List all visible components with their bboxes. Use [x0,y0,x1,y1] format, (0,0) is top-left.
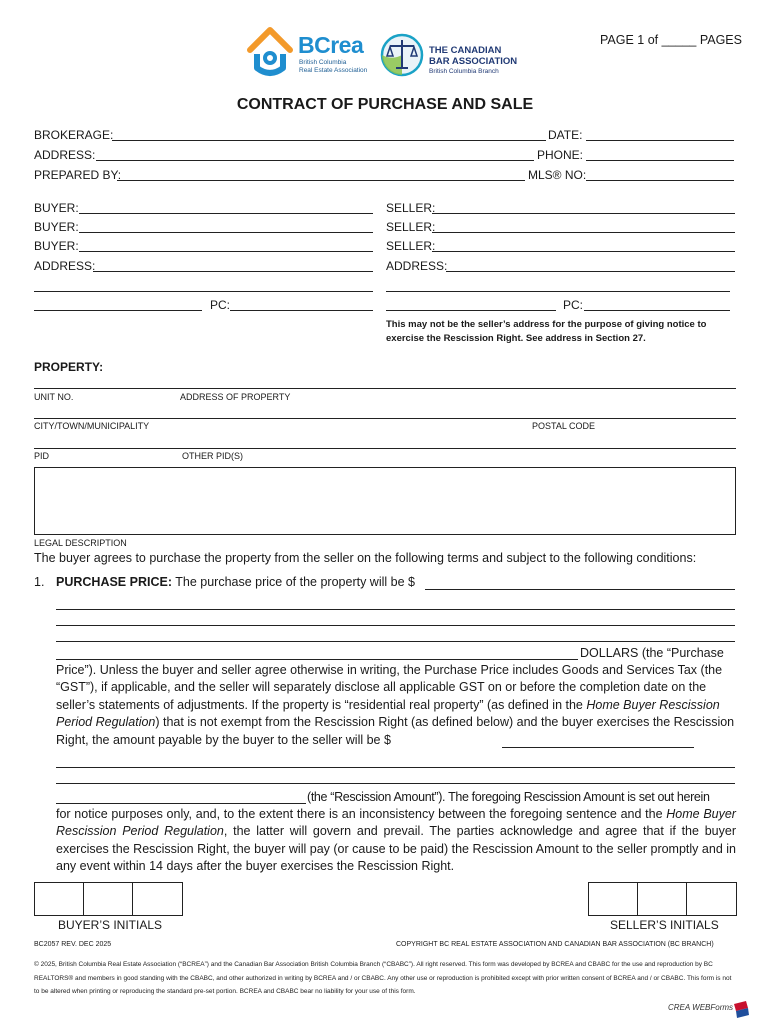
city-label: CITY/TOWN/MUNICIPALITY [34,421,150,431]
seller-city-line [386,310,556,311]
section-heading: PURCHASE PRICE: [56,575,172,589]
purchase-price-text: The purchase price of the property will be $ [175,575,415,589]
cba-line-1: THE CANADIAN [429,45,502,56]
seller-initials-box-3[interactable] [686,882,737,916]
address-label: ADDRESS: [34,148,96,162]
seller-initials-box-2[interactable] [637,882,687,916]
price-words-field-1[interactable] [58,594,733,608]
date-line [586,140,734,141]
city-field[interactable] [36,404,516,418]
buyer-3-field[interactable] [81,237,371,251]
bcrea-subtitle-1: British Columbia [299,59,347,66]
legal-description-label: LEGAL DESCRIPTION [34,538,127,548]
section-number: 1. [34,575,45,589]
page-count: PAGE 1 of _____ PAGES [600,33,742,47]
purchase-price-line [425,589,735,590]
buyer-initials-box-2[interactable] [83,882,133,916]
brokerage-field[interactable] [114,126,544,140]
bcrea-wordmark: BCrea [298,32,364,58]
prepared-by-line [117,180,525,181]
seller-1-line [432,213,735,214]
cba-line-3: British Columbia Branch [429,68,499,75]
address-line [96,160,534,161]
bcrea-house-icon [246,24,296,80]
rescission-words-line-1 [56,767,735,768]
price-words-line-4 [56,659,578,660]
seller-address-field[interactable] [448,257,733,271]
agreement-intro: The buyer agrees to purchase the property from the seller on the following terms and subject to the following conditions: [34,551,697,565]
webforms-flag-icon [732,1000,750,1020]
buyer-city-field[interactable] [36,296,200,310]
seller-address-field-2[interactable] [388,277,728,291]
legal-description-box[interactable] [34,467,736,535]
other-pids-label: OTHER PID(S) [182,451,244,461]
brokerage-line [112,140,546,141]
buyer-1-line [79,213,373,214]
seller-2-line [432,232,735,233]
property-line-1 [34,388,736,389]
page-title: CONTRACT OF PURCHASE AND SALE [236,96,534,113]
seller-3-field[interactable] [434,237,733,251]
property-heading: PROPERTY: [34,360,104,374]
rescission-paragraph [56,806,736,876]
seller-initials-boxes [588,882,737,916]
cba-logo [380,32,520,82]
seller-pc-label: PC: [563,298,584,312]
buyer-address-field-2[interactable] [36,277,371,291]
crea-webforms-logo [668,1000,752,1022]
price-words-line-3 [56,641,735,642]
seller-address-line-2 [386,291,730,292]
buyer-address-line-2 [34,291,373,292]
property-address-field[interactable] [180,374,734,388]
buyer-initials-boxes [34,882,183,916]
rescission-words-line-2 [56,783,735,784]
buyer-initials-box-1[interactable] [34,882,84,916]
pid-label: PID [34,451,50,461]
buyer-initials-box-3[interactable] [132,882,183,916]
buyer-2-label: BUYER: [34,220,79,234]
property-address-label: ADDRESS OF PROPERTY [180,392,291,402]
prepared-by-label: PREPARED BY: [34,168,122,182]
property-line-3 [34,448,736,449]
buyer-2-line [79,232,373,233]
rescission-words-field-1[interactable] [58,752,733,766]
other-pids-field[interactable] [182,434,734,448]
rescission-para-italic: Home Buyer Rescission Period Regulation [56,807,736,839]
seller-initials-label: SELLER’S INITIALS [610,918,719,932]
bcrea-logo [246,24,378,80]
rescission-amount-line [502,747,694,748]
seller-3-label: SELLER: [386,239,436,253]
seller-address-label: ADDRESS: [386,259,448,273]
price-para-text-1: Price”). Unless the buyer and seller agree otherwise in writing, the Purchase Price includes Goods and Services Tax (the “GST”), if applicable, and the seller will separately disclose all applicable GST on or before the completion date on the seller’s statements of adjustments. If the property is “residential real property” (as defined in the [56,663,723,712]
seller-pc-line [584,310,730,311]
seller-address-line [446,271,735,272]
seller-2-label: SELLER: [386,220,436,234]
dollars-label: DOLLARS (the “Purchase [580,646,724,660]
buyer-city-line [34,310,202,311]
footer-disclaimer: © 2025, British Columbia Real Estate Association (“BCREA”) and the Canadian Bar Association British Columbia Branch (“CBABC”). All right reserved. This form was developed by BCREA and CBABC for the use and reproduction by BC REALTORS® and members in good standing with the CBABC, and other authorized in writing by BCREA and / or CBABC. Any other use or reproduction is prohibited except with prior written consent of BCREA and / or CBABC. This form is not to be altered when printing or reproducing the standard pre-set portion. BCREA and CBABC bear no liability for your use of this form. [34,961,732,995]
rescission-amount-field[interactable] [504,733,692,747]
mls-label: MLS® NO: [528,168,587,182]
buyer-address-line [93,271,373,272]
seller-city-field[interactable] [388,296,554,310]
purchase-price-lead [56,574,415,591]
price-para-italic: Home Buyer Rescission Period Regulation [56,697,720,730]
date-label: DATE: [548,128,583,142]
prepared-by-field[interactable] [119,166,523,180]
seller-2-field[interactable] [434,218,733,232]
rescission-para-text-2: , the latter will govern and prevail. The parties acknowledge and agree that if the buyer exercises the Rescission Right, the buyer will pay (or cause to be paid) the Rescission Amount to the seller promptly and in any event within 14 days after the buyer exercises the Rescission Right. [56,824,736,874]
buyer-2-field[interactable] [81,218,371,232]
buyer-pc-field[interactable] [232,296,371,310]
copyright-line: COPYRIGHT BC REAL ESTATE ASSOCIATION AND CANADIAN BAR ASSOCIATION (BC BRANCH) [396,941,714,948]
cba-line-2: BAR ASSOCIATION [429,56,518,67]
rescission-words-line-3 [56,803,306,804]
unit-no-label: UNIT NO. [34,392,74,402]
phone-field[interactable] [588,146,732,160]
brokerage-address-field[interactable] [98,146,532,160]
buyer-1-label: BUYER: [34,201,79,215]
buyer-address-label: ADDRESS: [34,259,96,273]
seller-1-label: SELLER: [386,201,436,215]
mls-field[interactable] [588,166,732,180]
buyer-initials-label: BUYER’S INITIALS [58,918,163,932]
price-para-text-2: ) that is not exempt from the Rescission Right (as defined below) and the buyer exercises the Rescission Right, the amount payable by the buyer to the seller will be $ [56,715,735,747]
price-words-field-3[interactable] [58,627,733,641]
buyer-pc-line [230,310,373,311]
price-words-field-4[interactable] [58,645,576,659]
property-line-2 [34,418,736,419]
seller-initials-box-1[interactable] [588,882,638,916]
scales-of-justice-icon [380,32,424,78]
phone-label: PHONE: [537,148,584,162]
postal-code-field[interactable] [532,404,734,418]
buyer-3-line [79,251,373,252]
rescission-amount-label: (the “Rescission Amount”). The foregoing Rescission Amount is set out herein [307,790,710,804]
rescission-para-text-1: for notice purposes only, and, to the extent there is an inconsistency between the foregoing sentence and the [56,807,667,821]
buyer-pc-label: PC: [210,298,231,312]
postal-code-label: POSTAL CODE [532,421,596,431]
buyer-address-field[interactable] [95,257,371,271]
rescission-words-field-2[interactable] [58,769,733,783]
unit-no-field[interactable] [36,374,166,388]
price-words-field-2[interactable] [58,611,733,625]
rescission-words-field-3[interactable] [58,789,304,803]
brokerage-label: BROKERAGE: [34,128,114,142]
mls-line [586,180,734,181]
buyer-1-field[interactable] [81,199,371,213]
price-words-line-2 [56,625,735,626]
pid-field[interactable] [36,434,166,448]
form-id: BC2057 REV. DEC 2025 [34,941,112,948]
bcrea-subtitle-2: Real Estate Association [299,67,368,74]
price-words-line-1 [56,609,735,610]
buyer-3-label: BUYER: [34,239,79,253]
seller-pc-field[interactable] [586,296,728,310]
date-field[interactable] [588,126,732,140]
webforms-text: CREA WEBForms [668,1003,734,1012]
seller-3-line [432,251,735,252]
seller-1-field[interactable] [434,199,733,213]
phone-line [586,160,734,161]
seller-address-note: This may not be the seller’s address for the purpose of giving notice to exercise the Rescission Right. See address in Section 27. [386,319,707,344]
purchase-price-field[interactable] [427,575,733,589]
